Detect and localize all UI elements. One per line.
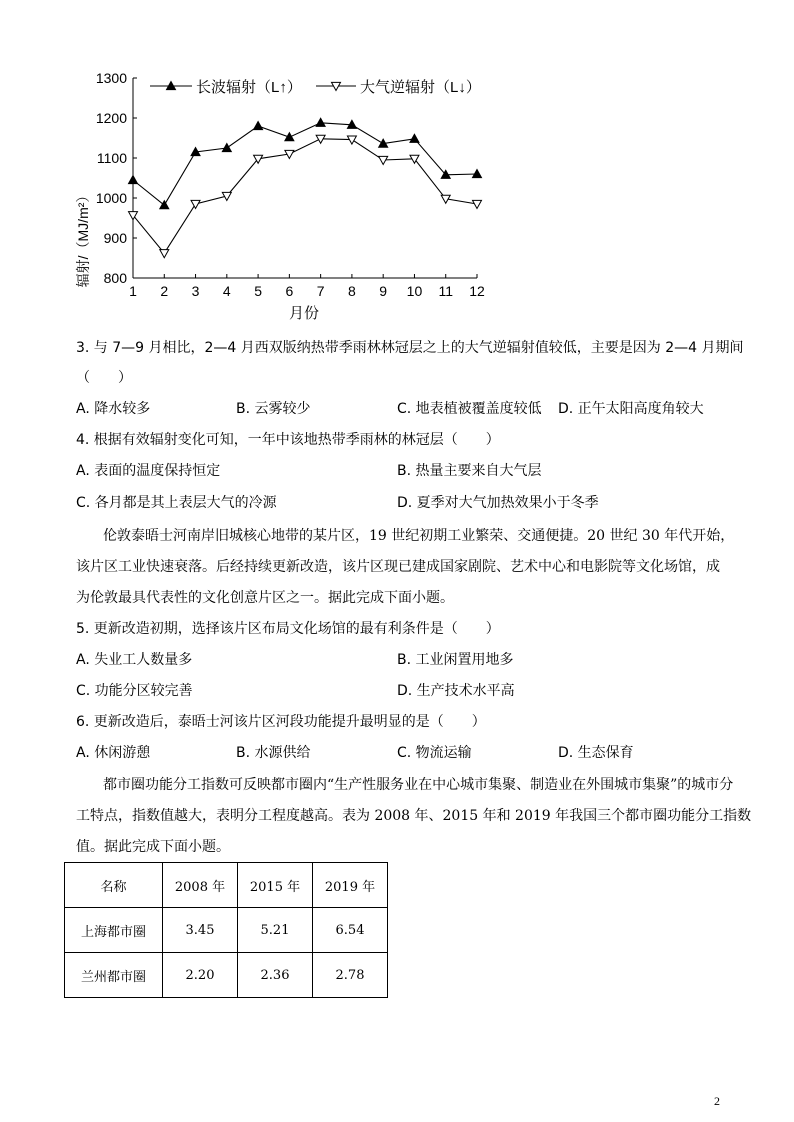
chart-legend bbox=[150, 79, 481, 96]
counter-radiation-data-point bbox=[379, 156, 388, 164]
x-tick-label: 7 bbox=[316, 283, 325, 299]
y-tick-label: 1100 bbox=[96, 150, 127, 166]
x-tick-label: 2 bbox=[160, 283, 169, 299]
table-cell: 6.54 bbox=[313, 908, 388, 953]
q5-option-a[interactable]: A. 失业工人数量多 bbox=[76, 652, 193, 668]
x-tick-label: 4 bbox=[222, 283, 231, 299]
q3-option-d[interactable]: D. 正午太阳高度角较大 bbox=[558, 401, 704, 417]
table-header-cell: 名称 bbox=[65, 863, 163, 908]
table-header-cell: 2008 年 bbox=[163, 863, 238, 908]
table-cell: 3.45 bbox=[163, 908, 238, 953]
q3-stem: 3. 与 7—9 月相比，2—4 月西双版纳热带季雨林林冠层之上的大气逆辐射值较低，主要是因为 2—4 月期间 bbox=[76, 340, 744, 356]
longwave-data-point bbox=[410, 134, 419, 142]
x-tick-label: 5 bbox=[254, 283, 262, 299]
q3-option-b[interactable]: B. 云雾较少 bbox=[236, 401, 311, 417]
x-tick-label: 3 bbox=[191, 283, 200, 299]
passage-metro-line-2: 工特点，指数值越大，表明分工程度越高。表为 2008 年、2015 年和 2019 年我国三个都市圈功能分工指数 bbox=[76, 808, 752, 824]
longwave-series-line bbox=[133, 123, 477, 205]
y-axis-label: 辐射/（MJ/m²） bbox=[75, 188, 91, 288]
y-tick-label: 800 bbox=[103, 270, 127, 286]
q3-stem-continued: （ ） bbox=[76, 370, 132, 386]
q4-stem: 4. 根据有效辐射变化可知，一年中该地热带季雨林的林冠层（ ） bbox=[76, 432, 500, 448]
x-tick-label: 6 bbox=[285, 283, 294, 299]
y-tick-label: 1300 bbox=[95, 70, 127, 86]
q6-stem: 6. 更新改造后，泰晤士河该片区河段功能提升最明显的是（ ） bbox=[76, 714, 486, 730]
chart-axes bbox=[133, 78, 477, 278]
x-tick-label: 8 bbox=[348, 283, 356, 299]
q4-option-d[interactable]: D. 夏季对大气加热效果小于冬季 bbox=[397, 495, 599, 511]
longwave-data-point bbox=[129, 176, 138, 184]
counter-radiation-data-point bbox=[473, 200, 482, 208]
passage-metro-line-3: 值。据此完成下面小题。 bbox=[76, 839, 230, 855]
longwave-data-point bbox=[316, 118, 325, 126]
x-tick-label: 11 bbox=[438, 283, 454, 299]
q6-option-b[interactable]: B. 水源供给 bbox=[236, 745, 311, 761]
table-cell: 上海都市圈 bbox=[65, 908, 163, 953]
table-cell: 兰州都市圈 bbox=[65, 953, 163, 998]
table-cell: 2.36 bbox=[238, 953, 313, 998]
passage-london-line-1: 伦敦泰晤士河南岸旧城核心地带的某片区，19 世纪初期工业繁荣、交通便捷。20 世纪 30 年代开始， bbox=[103, 528, 735, 544]
x-tick-label: 10 bbox=[406, 283, 423, 299]
metro-division-index-table bbox=[64, 862, 388, 998]
q3-option-a[interactable]: A. 降水较多 bbox=[76, 401, 151, 417]
x-tick-label: 12 bbox=[469, 283, 485, 299]
longwave-data-point bbox=[254, 122, 263, 130]
longwave-data-point bbox=[160, 201, 169, 209]
legend-longwave-label: 长波辐射（L↑） bbox=[196, 79, 302, 96]
x-tick-label: 9 bbox=[379, 283, 388, 299]
q6-option-d[interactable]: D. 生态保育 bbox=[558, 745, 634, 761]
y-tick-label: 1200 bbox=[95, 110, 127, 126]
q6-option-a[interactable]: A. 休闲游憩 bbox=[76, 745, 151, 761]
longwave-data-point bbox=[285, 133, 294, 141]
counter-radiation-series-line bbox=[133, 139, 477, 253]
q3-option-c[interactable]: C. 地表植被覆盖度较低 bbox=[397, 401, 542, 417]
page-number: 2 bbox=[714, 1094, 720, 1108]
q4-option-b[interactable]: B. 热量主要来自大气层 bbox=[397, 463, 542, 479]
chart-series-lines bbox=[133, 123, 477, 253]
passage-london-line-2: 该片区工业快速衰落。后经持续更新改造，该片区现已建成国家剧院、艺术中心和电影院等文化场馆，成 bbox=[76, 559, 720, 575]
table-cell: 5.21 bbox=[238, 908, 313, 953]
y-tick-label: 1000 bbox=[95, 190, 127, 206]
table-header-cell: 2015 年 bbox=[238, 863, 313, 908]
q5-option-d[interactable]: D. 生产技术水平高 bbox=[397, 683, 515, 699]
chart-series-markers bbox=[129, 118, 482, 257]
y-tick-label: 900 bbox=[103, 230, 127, 246]
q5-option-c[interactable]: C. 功能分区较完善 bbox=[76, 683, 193, 699]
table-row bbox=[65, 908, 388, 953]
legend-counter-radiation-label: 大气逆辐射（L↓） bbox=[360, 79, 481, 96]
passage-metro-line-1: 都市圈功能分工指数可反映都市圈内“生产性服务业在中心城市集聚、制造业在外围城市集聚”的城市分 bbox=[103, 777, 734, 793]
table-header-cell: 2019 年 bbox=[313, 863, 388, 908]
q5-stem: 5. 更新改造初期，选择该片区布局文化场馆的最有利条件是（ ） bbox=[76, 621, 500, 637]
table-header-row bbox=[65, 863, 388, 908]
q5-option-b[interactable]: B. 工业闲置用地多 bbox=[397, 652, 514, 668]
q4-option-c[interactable]: C. 各月都是其上表层大气的冷源 bbox=[76, 495, 277, 511]
table-row bbox=[65, 953, 388, 998]
longwave-data-point bbox=[222, 144, 231, 152]
counter-radiation-data-point bbox=[160, 250, 169, 258]
x-tick-label: 1 bbox=[129, 283, 137, 299]
q6-option-c[interactable]: C. 物流运输 bbox=[397, 745, 472, 761]
x-axis-label: 月份 bbox=[288, 305, 320, 322]
counter-radiation-data-point bbox=[191, 200, 200, 208]
radiation-line-chart bbox=[60, 60, 500, 330]
chart-ticks bbox=[96, 70, 485, 299]
passage-london-line-3: 为伦敦最具代表性的文化创意片区之一。据此完成下面小题。 bbox=[76, 590, 454, 606]
table-cell: 2.20 bbox=[163, 953, 238, 998]
q4-option-a[interactable]: A. 表面的温度保持恒定 bbox=[76, 463, 221, 479]
table-cell: 2.78 bbox=[313, 953, 388, 998]
